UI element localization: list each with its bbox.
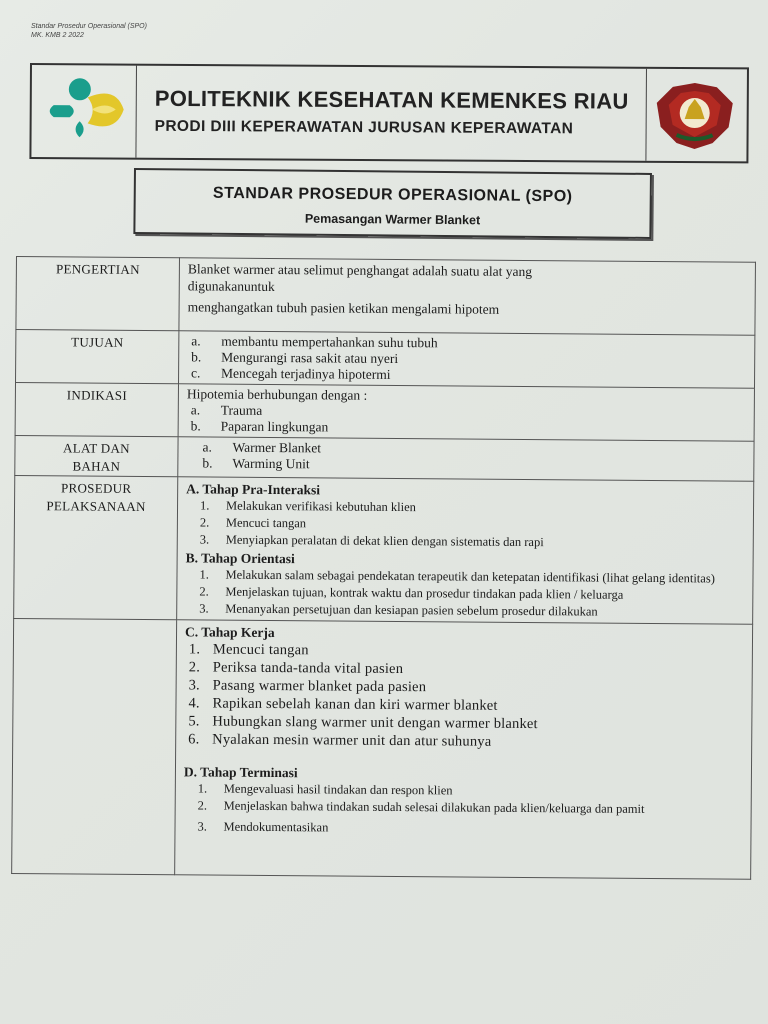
content-tujuan [179, 331, 755, 389]
marker: 2. [188, 659, 201, 676]
marker: 2. [197, 798, 208, 813]
label-prosedur [14, 475, 178, 619]
step-text: Melakukan verifikasi kebutuhan klien [225, 498, 416, 515]
kemenkes-logo-icon [31, 65, 137, 158]
step-item [183, 818, 744, 839]
step-text: Hubungkan slang warmer unit dengan warmer blanket [212, 713, 538, 733]
item-text: Mengurangi rasa sakit atau nyeri [221, 349, 399, 367]
marker: b. [202, 455, 213, 471]
row-tujuan [16, 330, 755, 389]
step-text: Mengevaluasi hasil tindakan dan respon klien [223, 781, 453, 798]
label-text: BAHAN [72, 458, 121, 474]
content-alat [178, 437, 754, 482]
marker: a. [191, 333, 201, 349]
label-text: PENGERTIAN [55, 261, 140, 277]
marker: 6. [188, 731, 200, 748]
marker: a. [190, 402, 201, 418]
marker: a. [202, 439, 212, 455]
document-title-box [133, 168, 652, 239]
step-text: Menyiapkan peralatan di dekat klien dengan sistematis dan rapi [225, 532, 544, 550]
section-heading: B. Tahap Orientasi [185, 550, 295, 567]
marker: 3. [188, 677, 200, 694]
marker: 2. [199, 515, 210, 530]
item-text: Warming Unit [232, 455, 310, 472]
section-heading: A. Tahap Pra-Interaksi [186, 481, 321, 498]
header-text [136, 66, 628, 161]
step-text: Pasang warmer blanket pada pasien [212, 677, 427, 696]
institution-header [29, 63, 749, 163]
item-text: Warmer Blanket [232, 439, 322, 456]
corner-note-line: Standar Prosedur Operasional (SPO) [31, 23, 147, 30]
riau-emblem-icon [645, 69, 747, 162]
content-indikasi [178, 384, 754, 442]
step-text: Menjelaskan bahwa tindakan sudah selesai dilakukan pada klien/keluarga dan pamit [223, 798, 645, 816]
marker: 3. [199, 601, 209, 616]
row-pengertian [16, 257, 756, 336]
step-text: Periksa tanda-tanda vital pasien [212, 659, 404, 678]
list-item [187, 418, 748, 438]
prodi-name: PRODI DIII KEPERAWATAN JURUSAN KEPERAWATAN [154, 117, 574, 138]
label-text: TUJUAN [71, 334, 124, 350]
label-text: ALAT DAN [63, 440, 130, 456]
row-prosedur-cd [12, 618, 753, 879]
label-text: PELAKSANAAN [46, 498, 146, 515]
label-pengertian [16, 257, 180, 331]
institution-name: POLITEKNIK KESEHATAN KEMENKES RIAU [154, 85, 629, 114]
step-text: Mendokumentasikan [223, 819, 329, 835]
marker: b. [191, 349, 202, 365]
row-prosedur [14, 475, 754, 624]
marker: 1. [199, 498, 210, 513]
text-line: digunakanuntuk [187, 278, 275, 295]
step-text: Mencuci tangan [212, 641, 309, 659]
list-item [186, 455, 747, 475]
step-item [186, 531, 747, 552]
label-tujuan [16, 330, 179, 384]
marker: 3. [197, 819, 207, 834]
step-item [185, 600, 746, 621]
marker: 4. [188, 695, 200, 712]
row-indikasi [15, 383, 754, 442]
section-heading: D. Tahap Terminasi [183, 764, 298, 781]
document-title: STANDAR PROSEDUR OPERASIONAL (SPO) [212, 184, 573, 206]
item-text: Paparan lingkungan [220, 418, 329, 435]
item-text: Trauma [220, 402, 263, 418]
label-empty [12, 618, 177, 874]
label-alat [15, 435, 178, 476]
document-subtitle: Pemasangan Warmer Blanket [304, 211, 481, 228]
marker: 1. [188, 641, 201, 658]
corner-note [31, 22, 147, 40]
label-indikasi [15, 383, 178, 437]
corner-note-line: MK. KMB 2 2022 [31, 32, 84, 39]
item-text: membantu mempertahankan suhu tubuh [221, 333, 438, 351]
step-text: Mencuci tangan [225, 515, 307, 531]
step-text: Melakukan salam sebagai pendekatan terapeutik dan ketepatan identifikasi (lihat gelang identitas) [225, 567, 715, 586]
marker: 1. [199, 567, 209, 582]
content-prosedur-ab [177, 477, 754, 625]
step-item [184, 797, 745, 818]
step-text: Nyalakan mesin warmer unit dan atur suhunya [212, 731, 492, 750]
text-line: menghangatkan tubuh pasien ketikan mengalami hipotem [187, 299, 500, 317]
content-pengertian [179, 258, 756, 336]
item-text: Mencegah terjadinya hipotermi [221, 365, 391, 382]
marker: 3. [199, 532, 210, 547]
step-text: Menjelaskan tujuan, kontrak waktu dan prosedur tindakan pada klien / keluarga [225, 584, 624, 602]
section-heading: C. Tahap Kerja [184, 624, 275, 641]
spo-table [11, 256, 756, 880]
step-text: Rapikan sebelah kanan dan kiri warmer blanket [212, 695, 498, 714]
step-text: Menanyakan persetujuan dan kesiapan pasien sebelum prosedur dilakukan [225, 601, 598, 619]
label-text: INDIKASI [66, 387, 128, 403]
label-text: PROSEDUR [60, 480, 132, 496]
marker: 2. [199, 584, 209, 599]
marker: 1. [197, 781, 208, 796]
step-item [184, 730, 745, 752]
row-alat [15, 435, 754, 481]
marker: c. [191, 365, 201, 381]
marker: 5. [188, 713, 200, 730]
marker: b. [190, 418, 201, 434]
intro-text: Hipotemia berhubungan dengan : [186, 386, 368, 403]
list-item [187, 365, 748, 385]
content-prosedur-cd [175, 620, 753, 880]
text-line: Blanket warmer atau selimut penghangat adalah suatu alat yang [187, 261, 533, 280]
